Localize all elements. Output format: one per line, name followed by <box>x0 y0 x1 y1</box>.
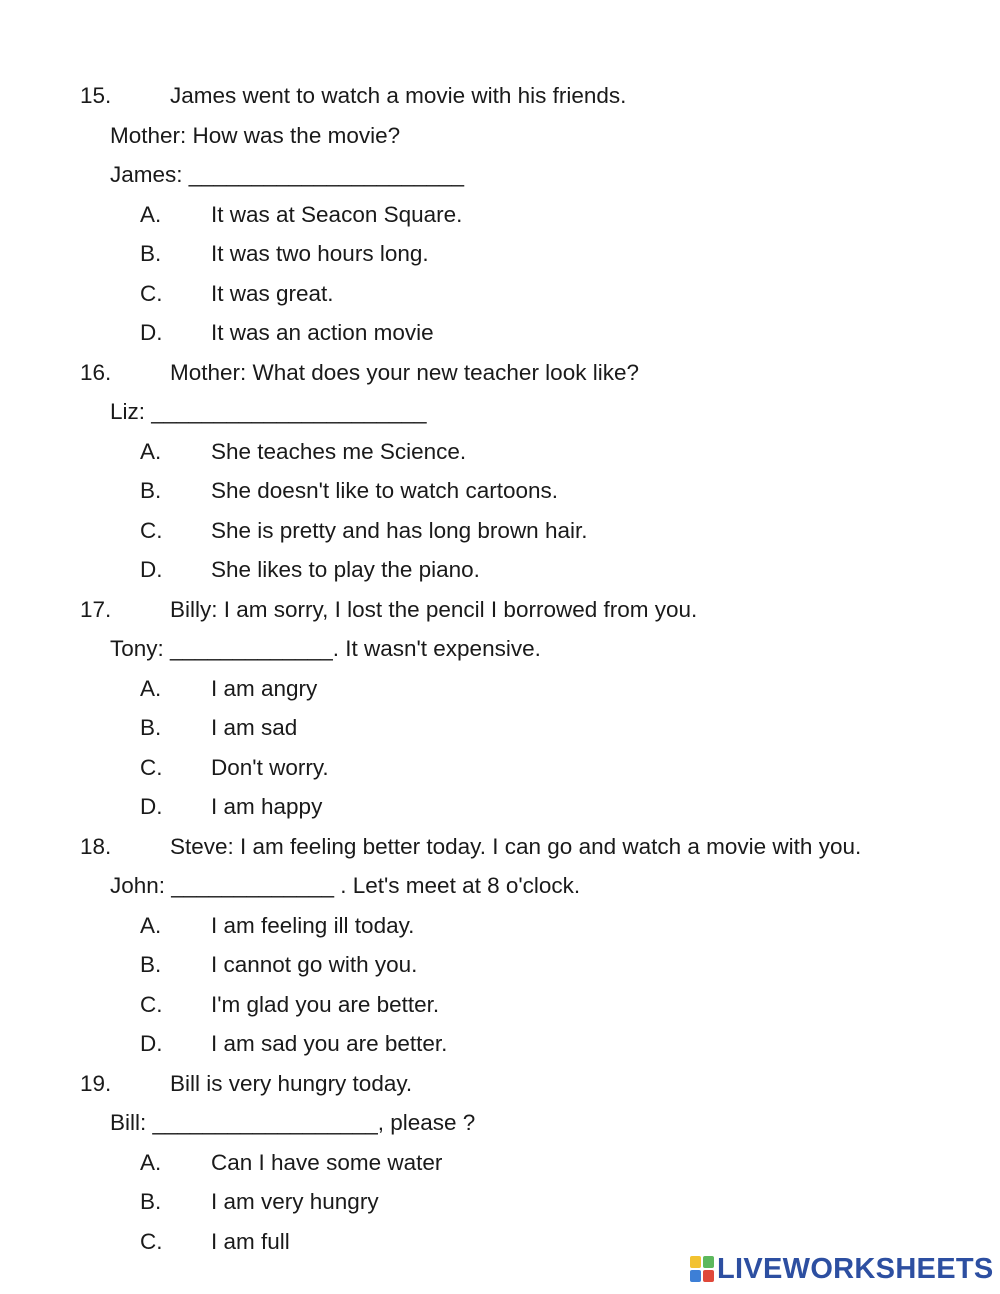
option-letter: A. <box>140 675 162 701</box>
option-letter: B. <box>140 478 162 503</box>
option-text: Don't worry. <box>211 754 329 780</box>
option-letter: B. <box>140 715 162 740</box>
option-letter: A. <box>140 438 162 464</box>
dialog-line: John: _____________ . Let's meet at 8 o'clock. <box>110 873 581 898</box>
option-letter: C. <box>140 991 163 1017</box>
question-prompt: Bill is very hungry today. <box>170 1070 413 1096</box>
option-text: She likes to play the piano. <box>211 557 480 582</box>
option-letter: D. <box>140 794 163 819</box>
option-text: It was great. <box>211 280 334 306</box>
option-text: It was at Seacon Square. <box>211 201 463 227</box>
option-letter: B. <box>140 952 162 977</box>
dialog-line: Bill: __________________, please ? <box>110 1110 476 1135</box>
option-text: I am very hungry <box>211 1189 379 1214</box>
option-text: I am happy <box>211 794 323 819</box>
option-letter: C. <box>140 280 163 306</box>
question-prompt: Steve: I am feeling better today. I can go and watch a movie with you. <box>170 833 862 859</box>
option-letter: D. <box>140 1031 163 1056</box>
option-letter: A. <box>140 1149 162 1175</box>
question-prompt: James went to watch a movie with his friends. <box>170 83 627 108</box>
dialog-line: Tony: _____________. It wasn't expensive. <box>110 636 541 661</box>
option-letter: C. <box>140 1228 163 1254</box>
option-text: I am sad <box>211 715 298 740</box>
question-number: 18. <box>80 833 112 859</box>
question-prompt: Mother: What does your new teacher look like? <box>170 359 639 385</box>
dialog-line: Mother: How was the movie? <box>110 122 401 148</box>
liveworksheets-logo <box>690 1253 994 1285</box>
option-text: I cannot go with you. <box>211 952 418 977</box>
option-text: It was two hours long. <box>211 241 429 266</box>
option-text: She is pretty and has long brown hair. <box>211 517 588 543</box>
option-letter: C. <box>140 754 163 780</box>
logo-square-yellow <box>690 1256 701 1268</box>
option-letter: B. <box>140 241 162 266</box>
option-letter: A. <box>140 912 162 938</box>
option-text: She doesn't like to watch cartoons. <box>211 478 558 503</box>
liveworksheets-logo-icon <box>690 1256 714 1282</box>
option-text: I am sad you are better. <box>211 1031 448 1056</box>
option-text: I am full <box>211 1228 290 1254</box>
option-letter: D. <box>140 557 163 582</box>
option-letter: A. <box>140 201 162 227</box>
option-letter: C. <box>140 517 163 543</box>
question-number: 16. <box>80 359 112 385</box>
question-number: 17. <box>80 596 112 622</box>
logo-square-red <box>703 1270 714 1282</box>
option-text: It was an action movie <box>211 320 434 345</box>
logo-square-blue <box>690 1270 701 1282</box>
logo-square-green <box>703 1256 714 1268</box>
question-number: 19. <box>80 1070 112 1096</box>
option-text: She teaches me Science. <box>211 438 467 464</box>
dialog-line: Liz: ______________________ <box>110 399 427 424</box>
option-text: I am angry <box>211 675 318 701</box>
option-text: Can I have some water <box>211 1149 443 1175</box>
option-letter: D. <box>140 320 163 345</box>
option-text: I am feeling ill today. <box>211 912 415 938</box>
option-text: I'm glad you are better. <box>211 991 440 1017</box>
dialog-line: James: ______________________ <box>110 162 465 187</box>
question-prompt: Billy: I am sorry, I lost the pencil I borrowed from you. <box>170 596 698 622</box>
option-letter: B. <box>140 1189 162 1214</box>
question-number: 15. <box>80 83 112 108</box>
logo-text: LIVEWORKSHEETS <box>717 1252 994 1285</box>
